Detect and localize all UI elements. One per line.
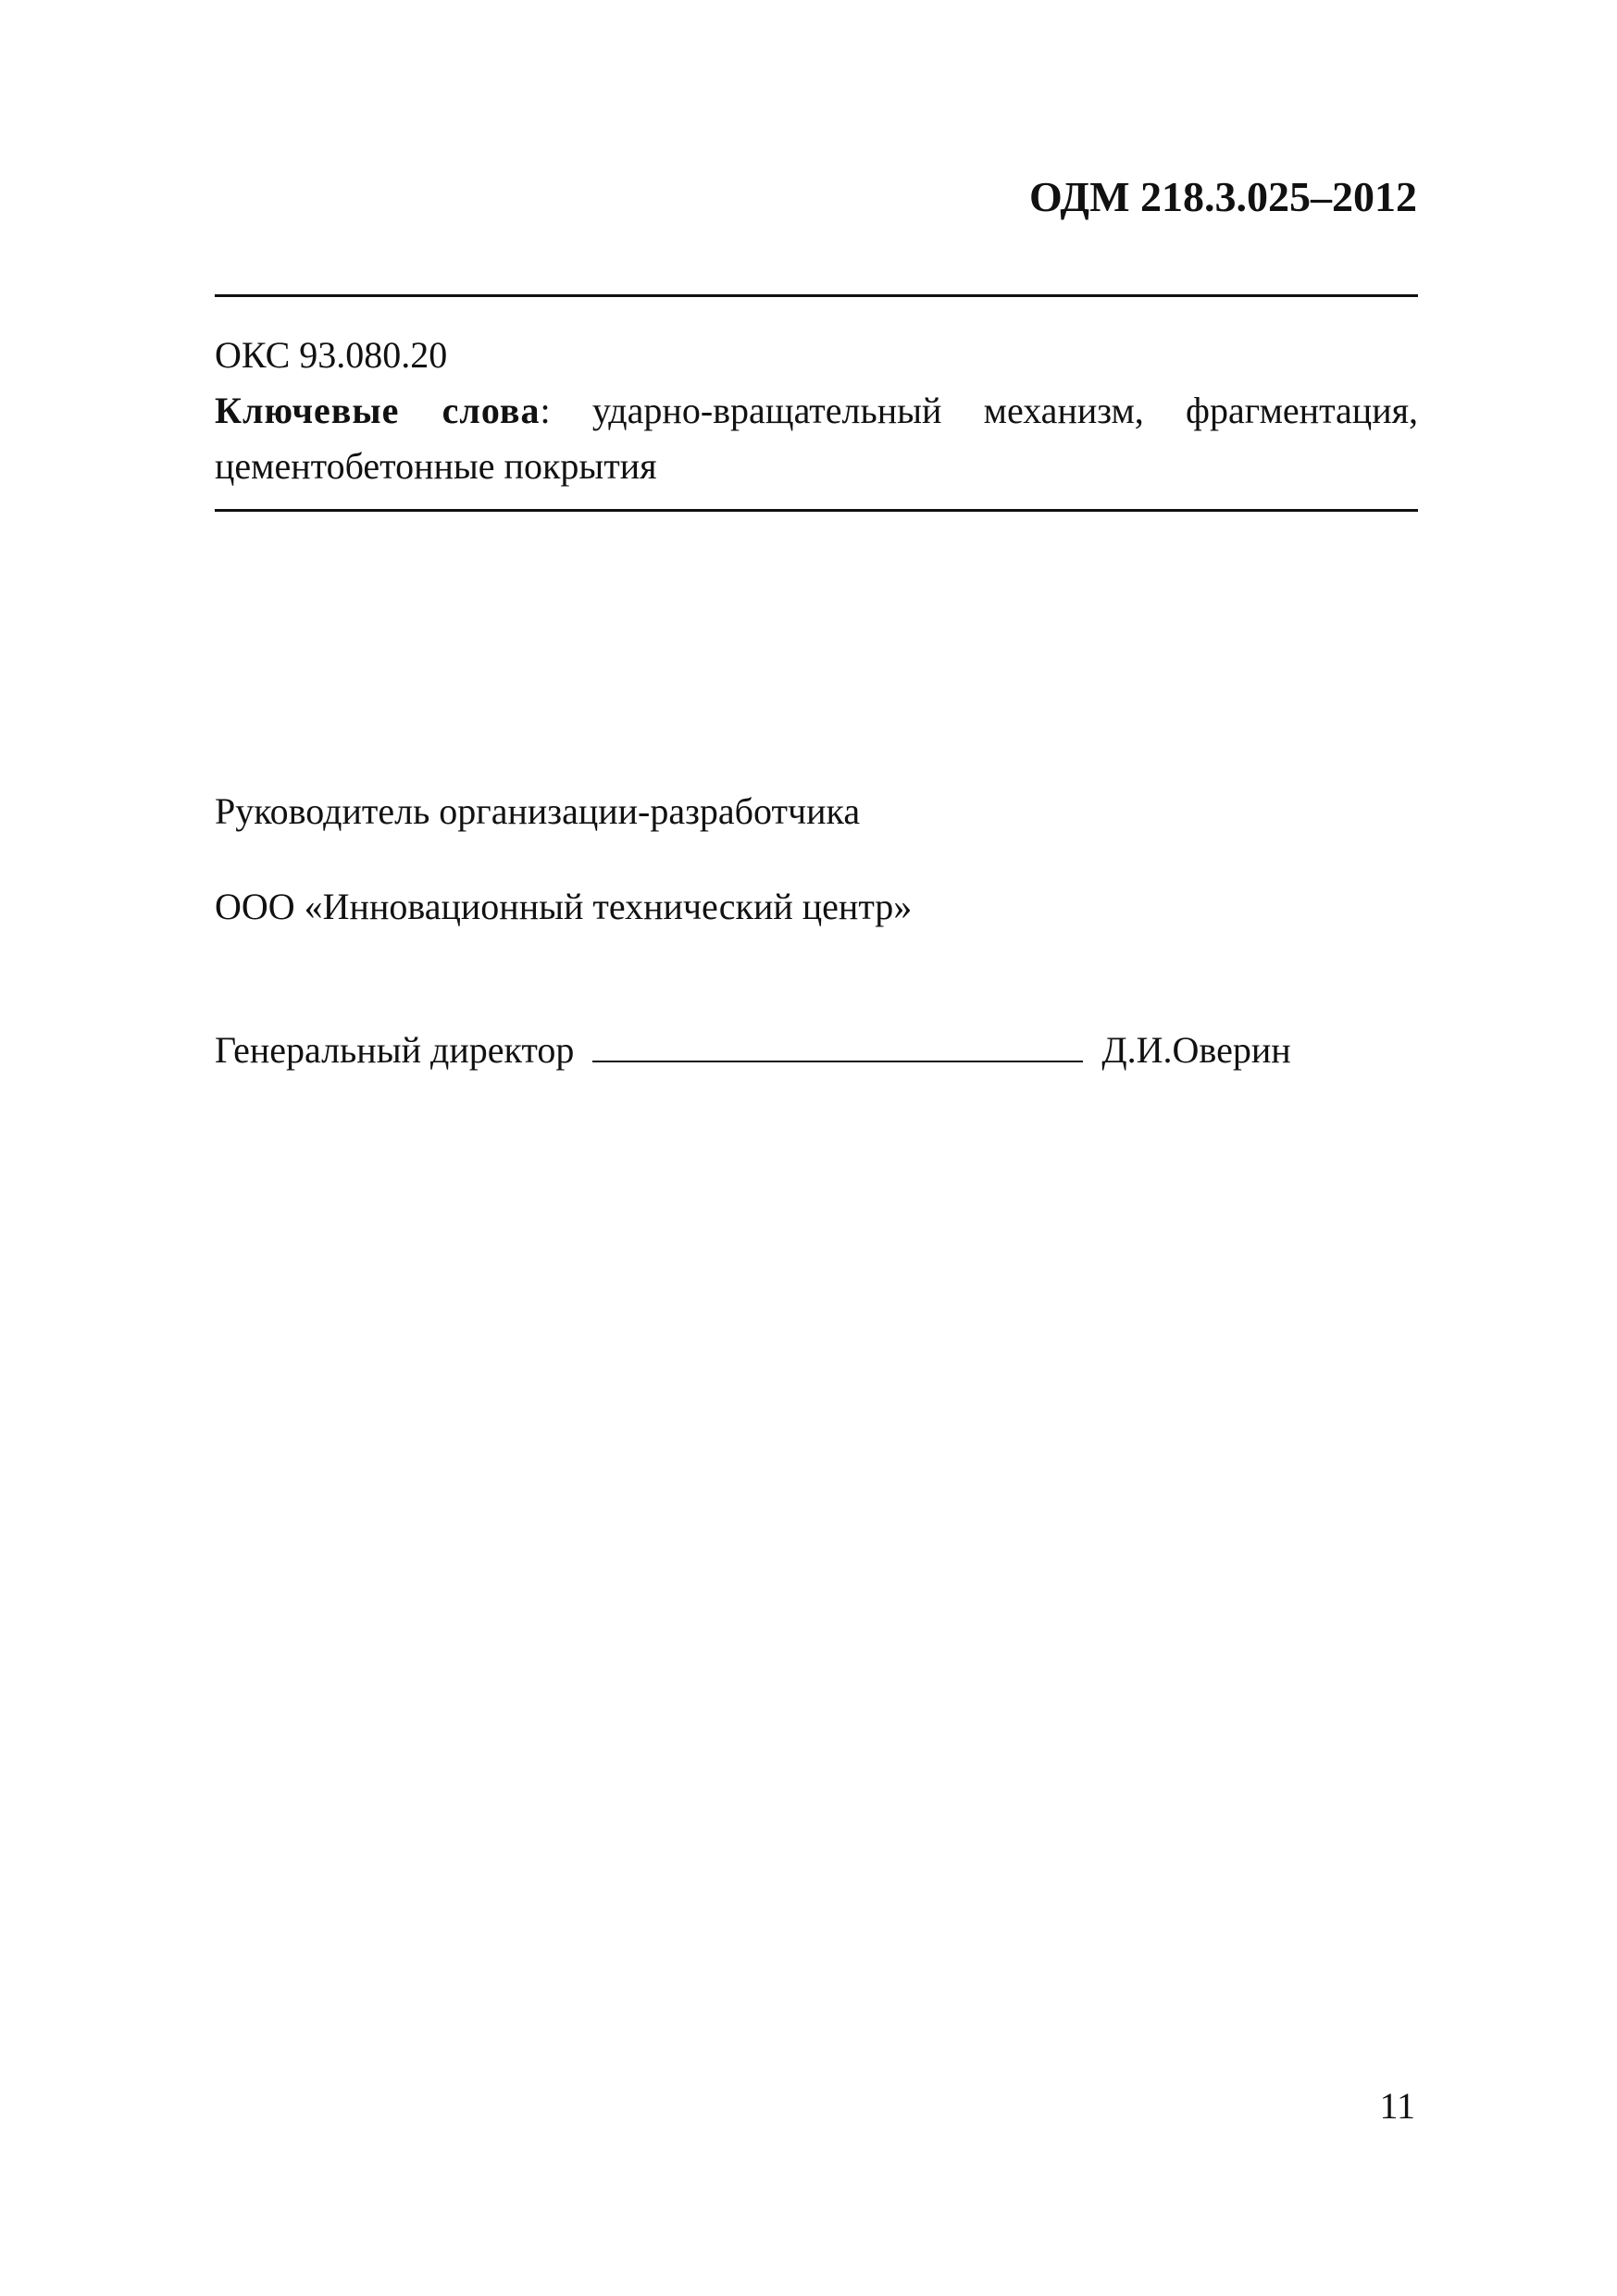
oks-code: ОКС 93.080.20	[215, 334, 448, 376]
director-name: Д.И.Оверин	[1101, 1029, 1291, 1071]
signature-row	[215, 1025, 1418, 1072]
top-divider	[215, 294, 1418, 297]
document-code: ОДМ 218.3.025–2012	[1028, 173, 1417, 220]
developer-organization: ООО «Инновационный технический центр»	[215, 886, 913, 927]
director-position: Генеральный директор	[215, 1029, 575, 1071]
keywords-text: : ударно-вращательный механизм, фрагментация, цементобетонные покрытия	[215, 390, 1419, 487]
keywords-label: Ключевые слова	[215, 390, 541, 431]
keywords-paragraph	[215, 383, 1418, 494]
page-number: 11	[1379, 2085, 1415, 2127]
bottom-divider	[215, 509, 1418, 512]
developer-head-title: Руководитель организации-разработчика	[215, 790, 861, 832]
metadata-block	[215, 328, 1418, 494]
signature-line	[592, 1025, 1083, 1062]
